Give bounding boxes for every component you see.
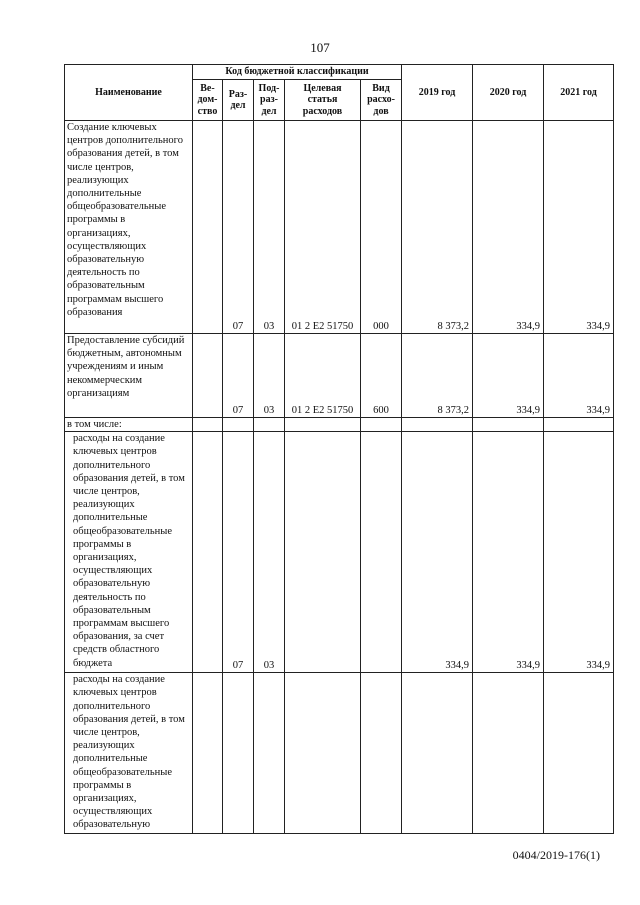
cell-celevaya: 01 2 E2 51750	[285, 121, 361, 334]
cell-vedomstvo	[193, 673, 223, 834]
cell-vedomstvo	[193, 432, 223, 673]
cell-celevaya	[285, 432, 361, 673]
cell-razdel: 07	[223, 334, 254, 418]
cell-2019	[402, 673, 473, 834]
cell-vedomstvo	[193, 121, 223, 334]
cell-2021: 334,9	[544, 432, 614, 673]
cell-podrazdel	[254, 418, 285, 432]
page-number: 107	[310, 40, 330, 55]
budget-table	[64, 64, 614, 834]
cell-2019: 8 373,2	[402, 334, 473, 418]
header-kbk: Код бюджетной классификации	[193, 65, 402, 80]
cell-podrazdel	[254, 673, 285, 834]
table-row	[65, 418, 614, 432]
cell-podrazdel: 03	[254, 334, 285, 418]
cell-2019	[402, 418, 473, 432]
row-name: расходы на создание ключевых центров дополнительного образования детей, в том числе центров, реализующих дополнительные общеобразовательные программы в организациях, осуществляющих образовательную деятельность по образовательным программам высшего образования, за счет средств областного бюджета	[65, 432, 193, 673]
cell-vid	[361, 418, 402, 432]
cell-celevaya	[285, 418, 361, 432]
cell-celevaya: 01 2 E2 51750	[285, 334, 361, 418]
header-podrazdel: Под- раз- дел	[254, 80, 285, 121]
cell-2019: 334,9	[402, 432, 473, 673]
cell-2019: 8 373,2	[402, 121, 473, 334]
header-celevaya: Целевая статья расходов	[285, 80, 361, 121]
cell-2020: 334,9	[473, 121, 544, 334]
cell-razdel	[223, 418, 254, 432]
table-row	[65, 673, 614, 834]
cell-vedomstvo	[193, 418, 223, 432]
cell-vid: 000	[361, 121, 402, 334]
document-code: 0404/2019-176(1)	[512, 848, 600, 862]
cell-vid	[361, 432, 402, 673]
cell-razdel: 07	[223, 121, 254, 334]
cell-podrazdel: 03	[254, 432, 285, 673]
row-name: в том числе:	[65, 418, 193, 432]
header-2019: 2019 год	[402, 65, 473, 121]
cell-vid	[361, 673, 402, 834]
header-razdel: Раз- дел	[223, 80, 254, 121]
cell-2021	[544, 418, 614, 432]
row-name: Предоставление субсидий бюджетным, автономным учреждениям и иным некоммерческим организациям	[65, 334, 193, 418]
header-name: Наименование	[65, 65, 193, 121]
row-name: расходы на создание ключевых центров дополнительного образования детей, в том числе центров, реализующих дополнительные общеобразовательные программы в организациях, осуществляющих образовательную	[65, 673, 193, 834]
cell-2021	[544, 673, 614, 834]
header-2021: 2021 год	[544, 65, 614, 121]
table-row	[65, 121, 614, 334]
header-vedomstvo: Ве- дом- ство	[193, 80, 223, 121]
table-row	[65, 432, 614, 673]
cell-podrazdel: 03	[254, 121, 285, 334]
cell-2021: 334,9	[544, 334, 614, 418]
header-vid: Вид расхо- дов	[361, 80, 402, 121]
header-2020: 2020 год	[473, 65, 544, 121]
table-row	[65, 334, 614, 418]
cell-vid: 600	[361, 334, 402, 418]
cell-2020	[473, 418, 544, 432]
cell-2021: 334,9	[544, 121, 614, 334]
cell-vedomstvo	[193, 334, 223, 418]
cell-celevaya	[285, 673, 361, 834]
cell-2020: 334,9	[473, 432, 544, 673]
row-name: Создание ключевых центров дополнительного образования детей, в том числе центров, реализующих дополнительные общеобразовательные программы в организациях, осуществляющих образовательную деятельность по образовательным программам высшего образования	[65, 121, 193, 334]
cell-razdel: 07	[223, 432, 254, 673]
cell-2020	[473, 673, 544, 834]
cell-razdel	[223, 673, 254, 834]
cell-2020: 334,9	[473, 334, 544, 418]
